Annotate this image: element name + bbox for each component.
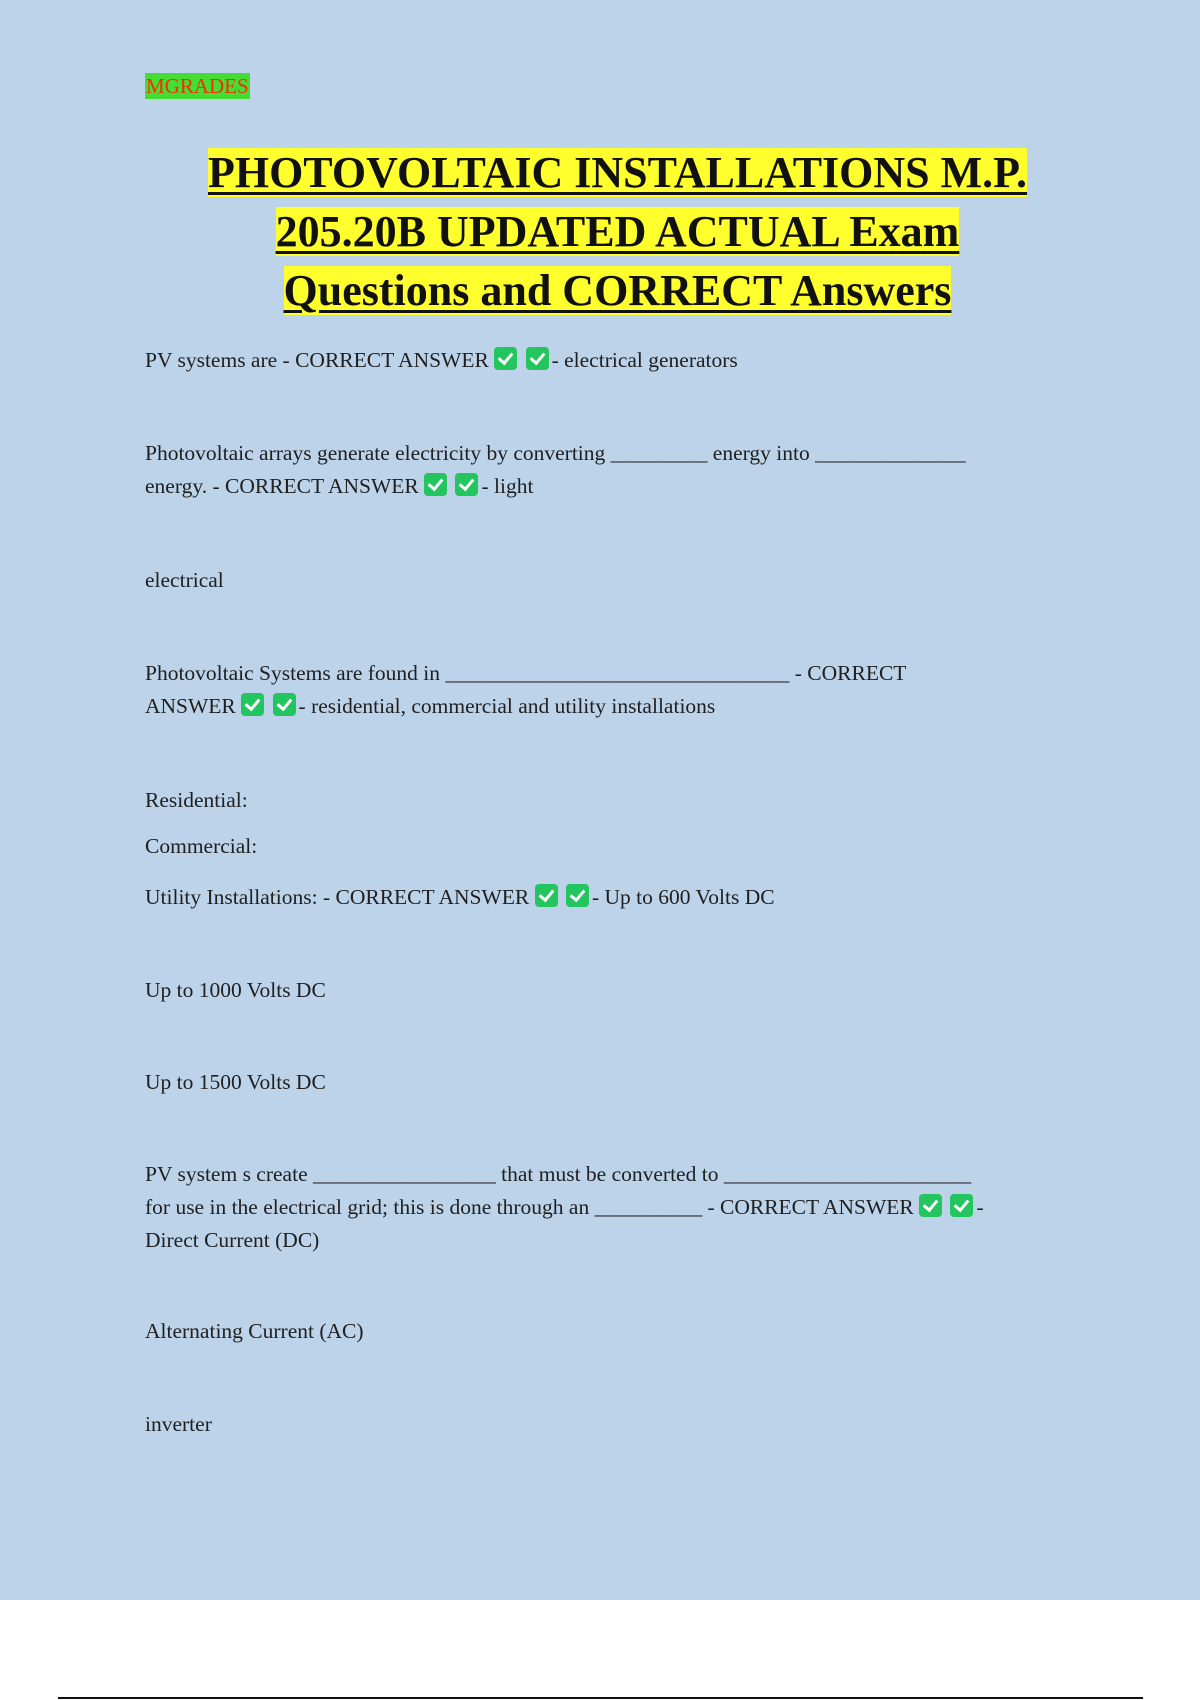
answer-text: - light	[481, 474, 534, 498]
answer-line: electrical	[145, 568, 224, 592]
answer-text: - Up to 600 Volts DC	[591, 885, 775, 909]
qa-item	[145, 881, 1085, 914]
check-mark-icon	[919, 1194, 942, 1217]
qa-item	[145, 657, 1085, 723]
check-mark-icon	[455, 473, 478, 496]
answer-text: - residential, commercial and utility installations	[298, 694, 716, 718]
question-text: PV systems are - CORRECT ANSWER	[145, 348, 489, 372]
question-text: energy. - CORRECT ANSWER	[145, 474, 419, 498]
qa-item	[145, 437, 1085, 503]
brand-label: MGRADES	[146, 74, 249, 98]
qa-item	[145, 1158, 1085, 1257]
answer-line: Up to 1500 Volts DC	[145, 1070, 326, 1094]
question-text: for use in the electrical grid; this is done through an __________ - CORRECT ANSWER	[145, 1195, 914, 1219]
answer-text: - electrical generators	[551, 348, 738, 372]
document-title	[120, 143, 1115, 320]
question-text: Photovoltaic Systems are found in ________________________________ - CORRECT	[145, 661, 907, 685]
check-mark-icon	[424, 473, 447, 496]
check-mark-icon	[494, 347, 517, 370]
footer-divider	[58, 1697, 1143, 1699]
answer-line: Residential:	[145, 788, 248, 812]
answer-line: Up to 1000 Volts DC	[145, 978, 326, 1002]
answer-text: -	[976, 1195, 984, 1219]
title-line-2: 205.20B UPDATED ACTUAL Exam	[275, 207, 960, 256]
title-line-3: Questions and CORRECT Answers	[283, 266, 952, 315]
question-text: ANSWER	[145, 694, 236, 718]
question-text: PV system s create _________________ that must be converted to _______________________	[145, 1162, 972, 1186]
answer-line: Alternating Current (AC)	[145, 1319, 364, 1343]
check-mark-icon	[950, 1194, 973, 1217]
qa-item	[145, 344, 1085, 377]
question-text: Utility Installations: - CORRECT ANSWER	[145, 885, 530, 909]
check-mark-icon	[273, 693, 296, 716]
answer-line: inverter	[145, 1412, 212, 1436]
title-line-1: PHOTOVOLTAIC INSTALLATIONS M.P.	[207, 148, 1028, 197]
check-mark-icon	[241, 693, 264, 716]
question-text: Photovoltaic arrays generate electricity by converting _________ energy into ______________	[145, 441, 966, 465]
check-mark-icon	[535, 884, 558, 907]
answer-text: Direct Current (DC)	[145, 1228, 320, 1252]
answer-line: Commercial:	[145, 834, 258, 858]
check-mark-icon	[526, 347, 549, 370]
check-mark-icon	[566, 884, 589, 907]
